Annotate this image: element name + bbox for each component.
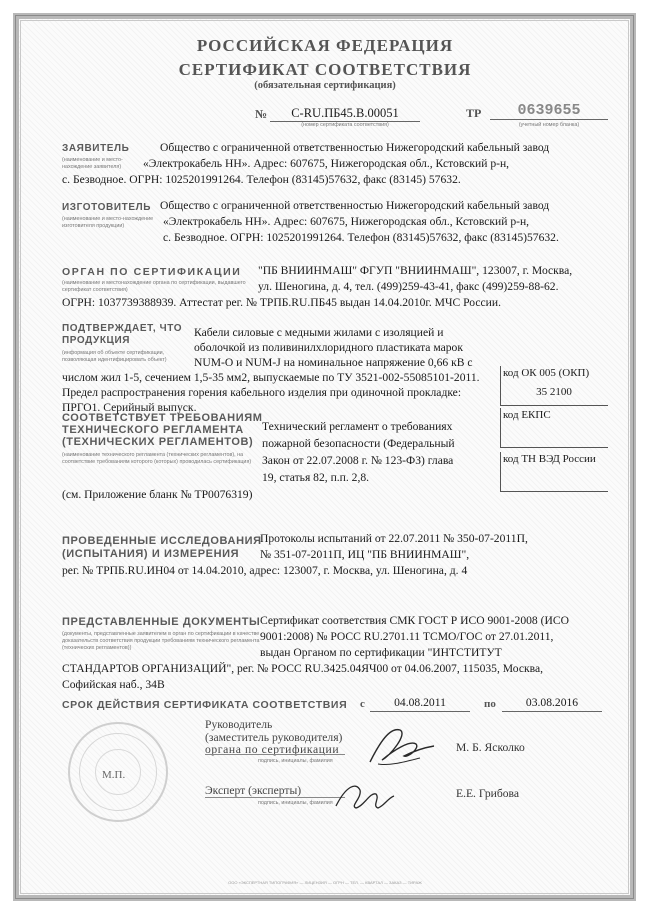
applicant-line-3: с. Безводное. ОГРН: 1025201991264. Телефон (83145)57632, факс (83145) 57632.: [62, 173, 461, 186]
tests-line-3: рег. № ТРПБ.RU.ИН04 от 14.04.2010, адрес: 123007, г. Москва, ул. Шеногина, д. 4: [62, 564, 468, 577]
product-label-2: ПРОДУКЦИЯ: [62, 335, 131, 346]
mp-mark: М.П.: [102, 769, 126, 781]
conformity-line-2: пожарной безопасности (Федеральный: [262, 437, 455, 450]
validity-label: СРОК ДЕЙСТВИЯ СЕРТИФИКАТА СООТВЕТСТВИЯ: [62, 699, 348, 711]
tr-label: ТР: [466, 106, 482, 120]
applicant-line-1: Общество с ограниченной ответственностью Нижегородский кабельный завод: [160, 141, 550, 154]
expert-label: Эксперт (эксперты): [205, 784, 302, 797]
body-line-1: "ПБ ВНИИНМАШ" ФГУП "ВНИИНМАШ", 123007, г. Москва,: [258, 264, 573, 277]
head-line-1: Руководитель: [205, 718, 273, 731]
head-line-2: (заместитель руководителя): [205, 731, 343, 744]
documents-line-1: Сертификат соответствия СМК ГОСТ Р ИСО 9001-2008 (ИСО: [260, 614, 569, 627]
number-prefix: №: [255, 107, 268, 121]
product-line-3: NUM-O и NUM-J на номинальное напряжение 0,66 кВ с: [194, 356, 473, 369]
tests-label-1: ПРОВЕДЕННЫЕ ИССЛЕДОВАНИЯ: [62, 535, 262, 547]
head-line-3: органа по сертификации: [205, 743, 340, 756]
tests-label-2: (ИСПЫТАНИЯ) И ИЗМЕРЕНИЯ: [62, 548, 240, 560]
tests-line-1: Протоколы испытаний от 22.07.2011 № 350-07-2011П,: [260, 532, 528, 545]
body-line-2: ул. Шеногина, д. 4, тел. (499)259-43-41, факс (499)259-88-62.: [258, 280, 559, 293]
expert-sign-line: [205, 797, 345, 798]
manufacturer-line-1: Общество с ограниченной ответственностью Нижегородский кабельный завод: [160, 199, 550, 212]
product-line-6: ПРГО1. Серийный выпуск.: [62, 401, 197, 414]
number-caption: (номер сертификата соответствия): [301, 122, 389, 128]
documents-caption: (документы, представленные заявителем в орган по сертификации в качестве доказательств соответствия продукции требованиям технического регламента (технических регламентов)): [62, 631, 260, 651]
product-caption: (информация об объекте сертификации, позволяющая идентифицировать объект): [62, 350, 167, 363]
validity-to-word: по: [484, 698, 496, 710]
applicant-line-2: «Электрокабель НН». Адрес: 607675, Нижегородская обл., Кстовский р-н,: [143, 157, 510, 170]
documents-line-3: выдан Органом по сертификации "ИНТСТИТУТ: [260, 646, 502, 659]
product-line-4: числом жил 1-5, сечением 1,5-35 мм2, выпускаемые по ТУ 3521-002-55085101-2011.: [62, 371, 480, 384]
conformity-caption: (наименование технического регламента (технических регламентов), на соответствие требованиям которого (которых) проводилась сертификация): [62, 452, 252, 465]
product-line-1: Кабели силовые с медными жилами с изоляцией и: [194, 326, 444, 339]
okp-value: 35 2100: [536, 386, 572, 398]
manufacturer-caption: (наименование и место-нахождение изготовителя продукции): [62, 216, 154, 229]
documents-line-5: Софийская наб., 34В: [62, 678, 165, 691]
head-sign-line: [205, 754, 345, 755]
body-caption: (наименование и местонахождение органа по сертификации, выдавшего сертификат соответствия): [62, 280, 246, 293]
conformity-line-1: Технический регламент о требованиях: [262, 420, 453, 433]
conformity-line-3: Закон от 22.07.2008 г. № 123-ФЗ) глава: [262, 454, 454, 467]
appendix-reference: (см. Приложение бланк № ТР0076319): [62, 488, 253, 501]
manufacturer-line-3: с. Безводное. ОГРН: 1025201991264. Телефон (83145)57632, факс (83145)57632.: [163, 231, 559, 244]
manufacturer-line-2: «Электрокабель НН». Адрес: 607675, Нижегородская обл., Кстовский р-н,: [163, 215, 530, 228]
tests-line-2: № 351-07-2011П, ИЦ "ПБ ВНИИНМАШ",: [260, 548, 470, 561]
okp-label: код ОК 005 (ОКП): [503, 367, 590, 379]
country-heading: РОССИЙСКАЯ ФЕДЕРАЦИЯ: [196, 36, 454, 55]
blank-number: 0639655: [490, 102, 608, 120]
validity-to-date: 03.08.2016: [502, 696, 602, 712]
expert-signature: [330, 776, 400, 816]
product-label-1: ПОДТВЕРЖДАЕТ, ЧТО: [62, 323, 183, 334]
applicant-label: ЗАЯВИТЕЛЬ: [62, 143, 130, 154]
documents-label: ПРЕДСТАВЛЕННЫЕ ДОКУМЕНТЫ: [62, 616, 261, 628]
ekps-label: код ЕКПС: [503, 409, 551, 421]
document-title: СЕРТИФИКАТ СООТВЕТСТВИЯ: [178, 60, 472, 79]
product-line-5: Предел распространения горения кабельного изделия при одиночной прокладке:: [62, 386, 462, 399]
head-signature: [360, 722, 440, 770]
validity-from-date: 04.08.2011: [370, 696, 470, 712]
head-name: М. Б. Ясколко: [456, 741, 525, 754]
certificate-number: C-RU.ПБ45.В.00051: [270, 106, 420, 122]
documents-line-4: СТАНДАРТОВ ОРГАНИЗАЦИЙ", рег. № РОСС RU.3425.04ЯЧ00 от 04.06.2007, 115035, Москва,: [62, 662, 544, 675]
body-line-3: ОГРН: 1037739388939. Аттестат рег. № ТРПБ.RU.ПБ45 выдан 14.04.2010г. МЧС России.: [62, 296, 501, 309]
product-line-2: оболочкой из поливинилхлоридного пластиката марок: [194, 341, 463, 354]
conformity-label-3: (ТЕХНИЧЕСКИХ РЕГЛАМЕНТОВ): [62, 436, 254, 448]
blank-caption: (учетный номер бланка): [518, 122, 580, 128]
body-label: ОРГАН ПО СЕРТИФИКАЦИИ: [62, 266, 242, 278]
validity-from-word: с: [360, 698, 365, 710]
applicant-caption: (наименование и место-нахождение заявителя): [62, 157, 123, 170]
head-caption: подпись, инициалы, фамилия: [258, 758, 333, 764]
documents-line-2: 9001:2008) № РОСС RU.2701.11 ТСМО/ГОС от 27.01.2011,: [260, 630, 554, 643]
conformity-label-1: СООТВЕТСТВУЕТ ТРЕБОВАНИЯМ: [62, 412, 263, 424]
document-subtitle: (обязательная сертификация): [254, 80, 396, 91]
expert-name: Е.Е. Грибова: [456, 787, 519, 800]
tnved-label: код ТН ВЭД России: [503, 453, 596, 465]
conformity-line-4: 19, статья 82, п.п. 2,8.: [262, 471, 370, 484]
conformity-label-2: ТЕХНИЧЕСКОГО РЕГЛАМЕНТА: [62, 424, 244, 436]
printer-footer: ООО «ЭКСПЕРТНАЯ ТИПОГРАФИЯ» — ЛИЦЕНЗИЯ — ОГРН — ТЕЛ. — КВАРТАЛ — ЗАКАЗ — ТИРАЖ: [228, 880, 422, 885]
expert-caption: подпись, инициалы, фамилия: [258, 800, 333, 806]
manufacturer-label: ИЗГОТОВИТЕЛЬ: [62, 202, 151, 213]
